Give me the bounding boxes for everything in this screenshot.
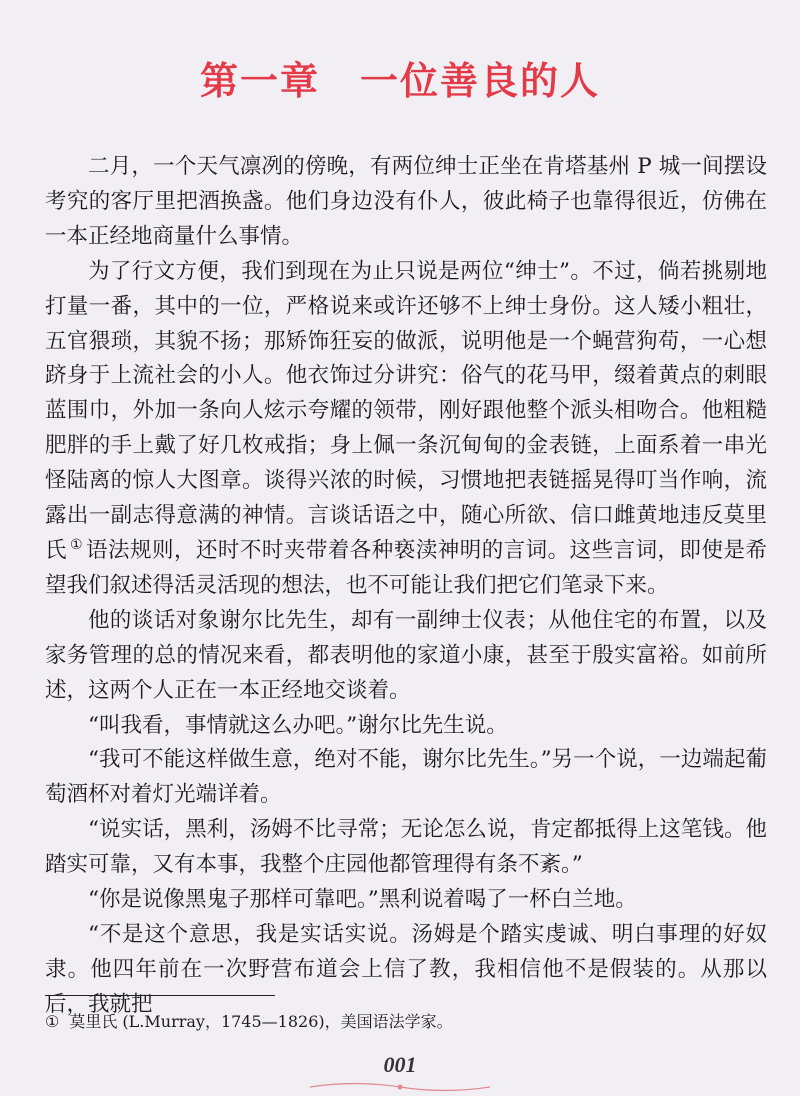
paragraph: 二月，一个天气凛冽的傍晚，有两位绅士正坐在肯塔基州 P 城一间摆设考究的客厅里把酒换盏。他们身边没有仆人，彼此椅子也靠得很近，仿佛在一本正经地商量什么事情。: [45, 154, 767, 249]
paragraph: 他的谈话对象谢尔比先生，却有一副绅士仪表；从他住宅的布置，以及家务管理的总的情况来看，都表明他的家道小康，甚至于殷实富裕。如前所述，这两个人正在一本正经地交谈着。: [45, 607, 767, 703]
footnote-text: 莫里氏 (L.Murray，1745—1826)，美国语法学家。: [69, 1012, 453, 1031]
footnote-marker: ①: [45, 1012, 60, 1031]
paragraph-text: 为了行文方便，我们到现在为止只说是两位“绅士”。不过，倘若挑剔地打量一番，其中的一位，严格说来或许还够不上绅士身份。这人矮小粗壮，五官猥琐，其貌不扬；那矫饰狂妄的做派，说明他是一个蝇营狗苟，一心想跻身于上流社会的小人。他衣饰过分讲究：俗气的花马甲，缀着黄点的刺眼蓝围巾，外加一条向人炫示夸耀的领带，刚好跟他整个派头相吻合。他粗糙肥胖的手上戴了好几枚戒指；身上佩一条沉甸甸的金表链，上面系着一串光怪陆离的惊人大图章。谈得兴浓的时候，习惯地把表链摇晃得叮当作响，流露出一副志得意满的神情。言谈话语之中，随心所欲、信口雌黄地违反莫里氏: [45, 258, 767, 563]
paragraph: [45, 255, 767, 604]
footnote-divider: [45, 995, 275, 996]
paragraph: “说实话，黑利，汤姆不比寻常；无论怎么说，肯定都抵得上这笔钱。他踏实可靠，又有本事，我整个庄园他都管理得有条不紊。”: [45, 817, 767, 878]
paragraph: “我可不能这样做生意，绝对不能，谢尔比先生。”另一个说，一边端起葡萄酒杯对着灯光端详着。: [45, 747, 767, 808]
footnote-reference[interactable]: ①: [69, 536, 84, 553]
body-text: [45, 150, 767, 1023]
paragraph: “叫我看，事情就这么办吧。”谢尔比先生说。: [88, 712, 508, 738]
chapter-title: 第一章 一位善良的人: [199, 58, 600, 103]
page-ornament-icon: [310, 1082, 490, 1092]
paragraph: “不是这个意思，我是实话实说。汤姆是个踏实虔诚、明白事理的好奴隶。他四年前在一次野营布道会上信了教，我相信他不是假装的。从那以后，我就把: [45, 921, 767, 1017]
paragraph-text: 语法规则，还时不时夹带着各种亵渎神明的言词。这些言词，即使是希望我们叙述得活灵活现的想法，也不可能让我们把它们笔录下来。: [45, 537, 767, 598]
page-number: 001: [383, 1052, 417, 1077]
paragraph: “你是说像黑鬼子那样可靠吧。”黑利说着喝了一杯白兰地。: [88, 887, 637, 913]
footnote: [45, 1010, 765, 1034]
